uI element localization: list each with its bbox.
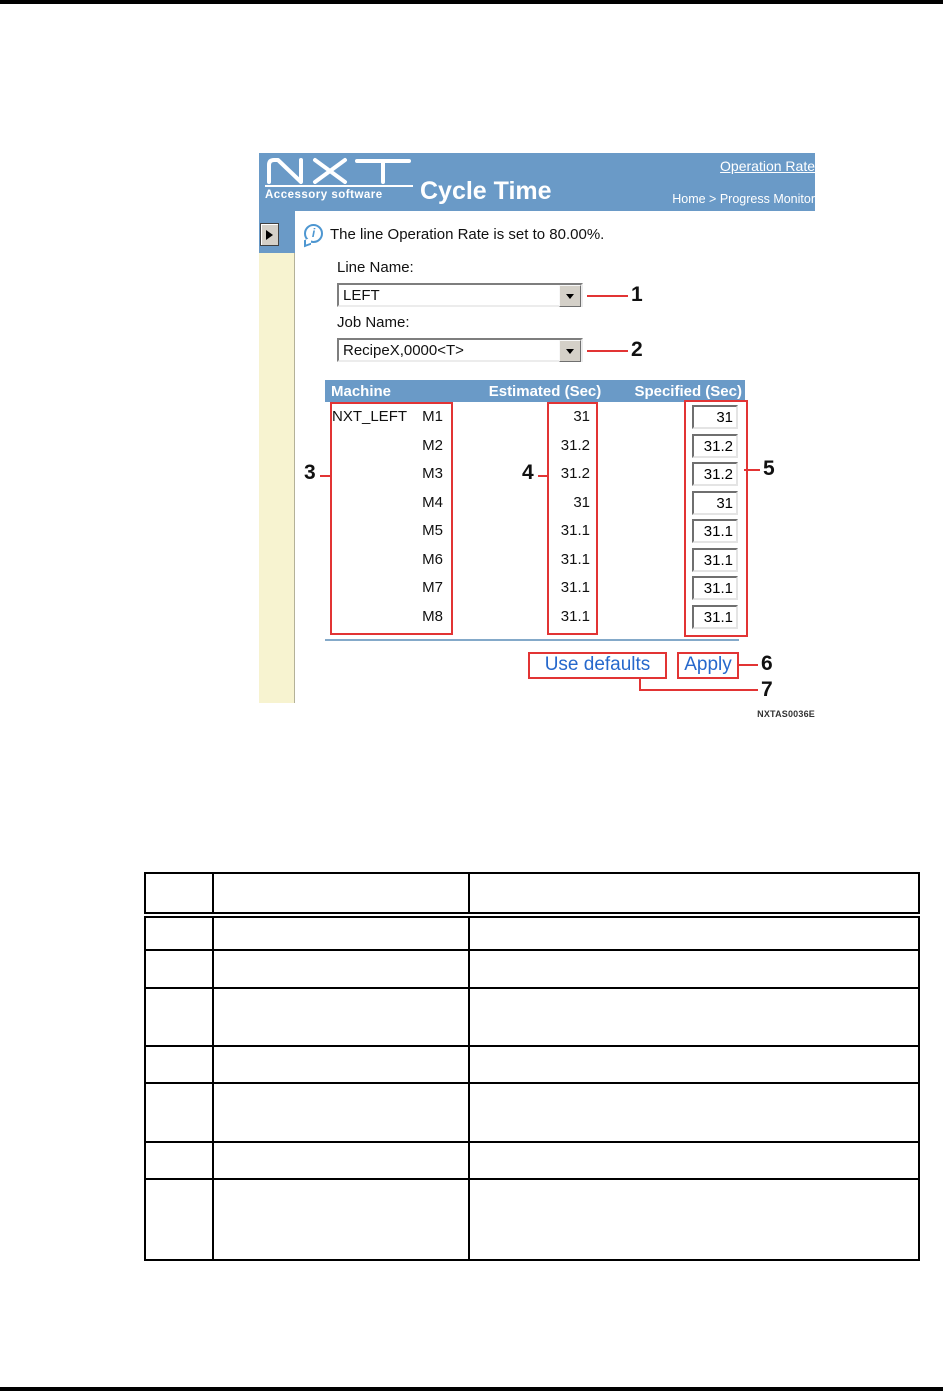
table-row xyxy=(325,548,745,572)
chevron-down-icon xyxy=(566,349,574,354)
table-row xyxy=(325,462,745,486)
dropdown-button[interactable] xyxy=(559,340,581,362)
ref-table-cell xyxy=(145,1179,213,1260)
ref-table-cell xyxy=(469,873,919,915)
estimated-cell: 31.1 xyxy=(560,522,590,539)
estimated-cell: 31.1 xyxy=(560,579,590,596)
estimated-cell: 31.1 xyxy=(560,608,590,625)
ref-table-cell xyxy=(145,1083,213,1142)
chevron-down-icon xyxy=(566,294,574,299)
ref-table-row xyxy=(145,950,919,988)
ref-table-cell xyxy=(213,1142,469,1179)
specified-sec-input[interactable] xyxy=(692,576,738,600)
dropdown-button[interactable] xyxy=(559,285,581,307)
job-name-select[interactable] xyxy=(337,338,583,362)
machine-cell: M1 xyxy=(422,408,443,425)
ref-table-cell xyxy=(213,873,469,915)
page-top-rule xyxy=(0,0,943,4)
specified-sec-input[interactable] xyxy=(692,548,738,572)
ref-table-cell xyxy=(145,1142,213,1179)
estimated-cell: 31.1 xyxy=(560,551,590,568)
ref-table-cell xyxy=(213,1046,469,1083)
line-name-select[interactable] xyxy=(337,283,583,307)
machine-cell: M8 xyxy=(422,608,443,625)
info-message: The line Operation Rate is set to 80.00%. xyxy=(330,226,605,243)
sidebar-expand-button[interactable] xyxy=(260,223,279,246)
callout-line-7a xyxy=(639,679,641,691)
operation-rate-link[interactable]: Operation Rate xyxy=(720,158,815,174)
callout-4: 4 xyxy=(522,461,534,484)
figure-code: NXTAS0036E xyxy=(757,709,815,719)
logo-underline xyxy=(265,185,413,187)
ref-table-row xyxy=(145,1179,919,1260)
estimated-cell: 31.2 xyxy=(560,437,590,454)
specified-sec-input[interactable] xyxy=(692,462,738,486)
nxt-logo xyxy=(265,157,415,201)
specified-sec-input[interactable] xyxy=(692,605,738,629)
table-row xyxy=(325,434,745,458)
ref-table-cell xyxy=(145,873,213,915)
estimated-cell: 31 xyxy=(573,408,590,425)
ref-table-cell xyxy=(469,1083,919,1142)
separator-line xyxy=(325,639,739,641)
callout-7: 7 xyxy=(761,678,773,701)
machine-cell: M5 xyxy=(422,522,443,539)
ref-table-cell xyxy=(469,1142,919,1179)
ref-table-cell xyxy=(469,915,919,950)
ref-table-cell xyxy=(213,988,469,1046)
ref-table-cell xyxy=(145,1046,213,1083)
ref-table-row xyxy=(145,915,919,950)
ref-table-cell xyxy=(213,950,469,988)
table-row xyxy=(325,491,745,515)
app-header xyxy=(259,153,815,211)
ref-table-header-row xyxy=(145,873,919,915)
table-row xyxy=(325,405,745,429)
callout-line-5 xyxy=(744,469,760,471)
sidebar-strip xyxy=(259,253,295,703)
callout-6: 6 xyxy=(761,652,773,675)
ref-table-cell xyxy=(469,1179,919,1260)
reference-table xyxy=(144,872,920,1261)
callout-line-7b xyxy=(639,689,758,691)
ref-table-cell xyxy=(469,950,919,988)
callout-2: 2 xyxy=(631,338,643,361)
ref-table-cell xyxy=(213,1083,469,1142)
callout-3: 3 xyxy=(304,461,316,484)
ref-table-row xyxy=(145,1142,919,1179)
line-name-value: LEFT xyxy=(343,287,380,304)
cycle-time-screenshot xyxy=(259,153,815,703)
specified-sec-input[interactable] xyxy=(692,434,738,458)
ref-table-cell xyxy=(213,915,469,950)
callout-line-2 xyxy=(587,350,628,352)
breadcrumb: Home > Progress Monitor xyxy=(672,192,815,206)
machine-cell: M7 xyxy=(422,579,443,596)
nxt-logo-icon xyxy=(265,157,413,184)
info-icon: i xyxy=(304,224,323,243)
col-specified: Specified (Sec) xyxy=(634,382,742,400)
job-name-value: RecipeX,0000<T> xyxy=(343,342,464,359)
job-name-label: Job Name: xyxy=(337,314,410,331)
table-row xyxy=(325,519,745,543)
callout-1: 1 xyxy=(631,283,643,306)
ref-table-cell xyxy=(469,988,919,1046)
estimated-cell: 31.2 xyxy=(560,465,590,482)
machine-table-header xyxy=(325,380,745,402)
ref-table-cell xyxy=(213,1179,469,1260)
table-row xyxy=(325,576,745,600)
ref-table-row xyxy=(145,1046,919,1083)
ref-table-cell xyxy=(145,950,213,988)
ref-table-row xyxy=(145,988,919,1046)
line-cell: NXT_LEFT xyxy=(332,408,408,425)
estimated-cell: 31 xyxy=(573,494,590,511)
page-bottom-rule xyxy=(0,1387,943,1391)
ref-table-row xyxy=(145,1083,919,1142)
triangle-right-icon xyxy=(266,230,273,240)
callout-line-1 xyxy=(587,295,628,297)
machine-cell: M3 xyxy=(422,465,443,482)
brand-tagline: Accessory software xyxy=(265,189,383,201)
ref-table-cell xyxy=(145,988,213,1046)
apply-button[interactable]: Apply xyxy=(677,652,739,679)
callout-line-6 xyxy=(739,664,758,666)
callout-5: 5 xyxy=(763,457,775,480)
specified-sec-input[interactable] xyxy=(692,405,738,429)
line-name-label: Line Name: xyxy=(337,259,414,276)
machine-cell: M6 xyxy=(422,551,443,568)
specified-sec-input[interactable] xyxy=(692,491,738,515)
col-machine: Machine xyxy=(331,382,392,400)
page-title: Cycle Time xyxy=(420,177,552,205)
machine-cell: M2 xyxy=(422,437,443,454)
machine-cell: M4 xyxy=(422,494,443,511)
ref-table-cell xyxy=(145,915,213,950)
use-defaults-button[interactable]: Use defaults xyxy=(528,652,667,679)
specified-sec-input[interactable] xyxy=(692,519,738,543)
ref-table-cell xyxy=(469,1046,919,1083)
col-estimated: Estimated (Sec) xyxy=(488,382,602,400)
table-row xyxy=(325,605,745,629)
